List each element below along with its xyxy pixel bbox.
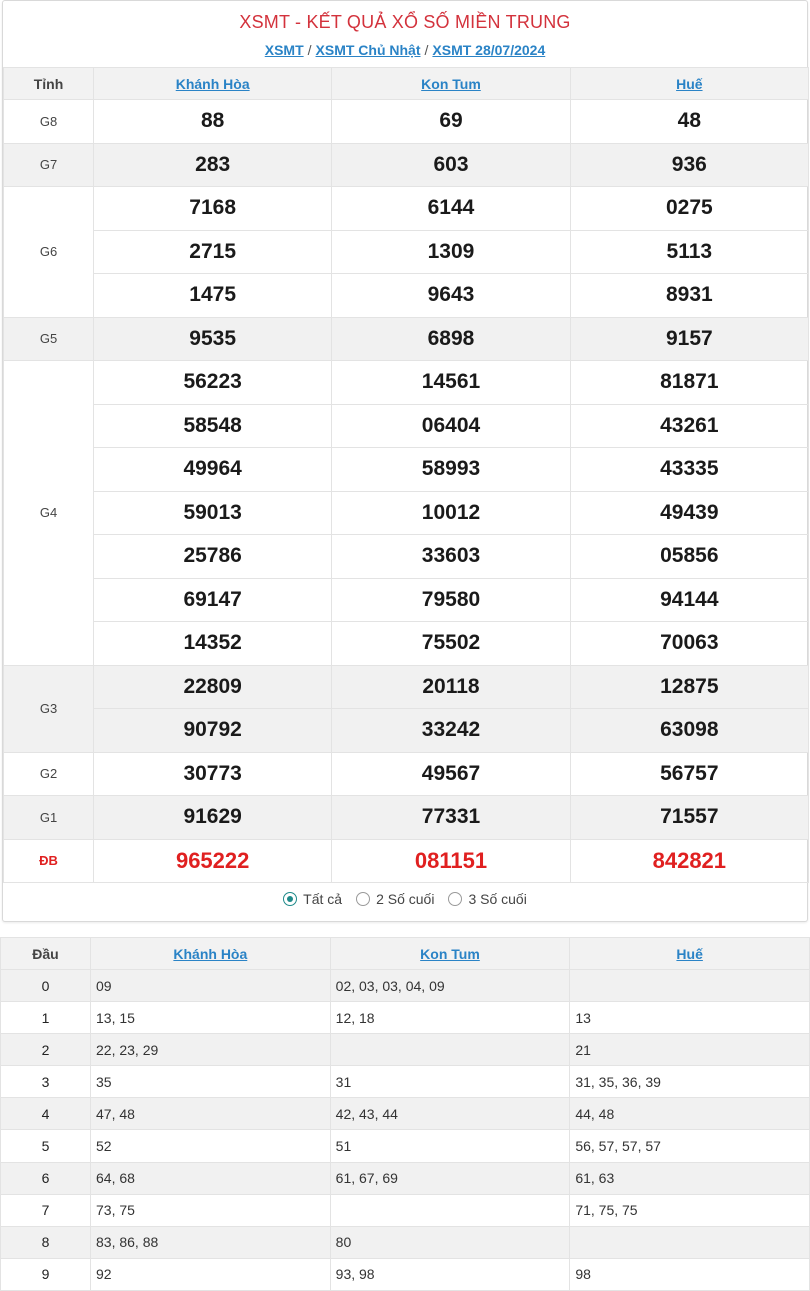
dau-row: [1, 970, 810, 1002]
dau-digit: 3: [1, 1066, 91, 1098]
dau-province-link-kon-tum[interactable]: Kon Tum: [420, 945, 480, 962]
dau-values: 35: [91, 1066, 331, 1098]
prize-number: 49439: [570, 491, 808, 535]
prize-number: 94144: [570, 578, 808, 622]
dau-digit: 9: [1, 1258, 91, 1290]
dau-digit: 7: [1, 1194, 91, 1226]
dau-values: 47, 48: [91, 1098, 331, 1130]
dau-values: 80: [330, 1226, 570, 1258]
breadcrumb: [3, 42, 807, 58]
prize-number: 0275: [570, 187, 808, 231]
dau-row: [1, 1034, 810, 1066]
prize-number: 603: [332, 143, 570, 187]
filter-option-label: Tất cả: [303, 891, 343, 907]
dau-digit: 6: [1, 1162, 91, 1194]
prize-row: [4, 448, 809, 492]
dau-values: 13, 15: [91, 1002, 331, 1034]
prize-number: 6898: [332, 317, 570, 361]
radio-icon[interactable]: [448, 892, 462, 906]
prize-row: [4, 796, 809, 840]
prize-number: 69: [332, 100, 570, 144]
prize-row: [4, 491, 809, 535]
prize-number: 88: [94, 100, 332, 144]
results-table: [3, 67, 809, 883]
dau-values: 44, 48: [570, 1098, 810, 1130]
breadcrumb-separator: /: [307, 42, 312, 58]
prize-row: [4, 100, 809, 144]
prize-label: G1: [4, 796, 94, 840]
prize-number: 56757: [570, 752, 808, 796]
prize-row: [4, 404, 809, 448]
special-prize-number: 842821: [570, 839, 808, 883]
prize-number: 14561: [332, 361, 570, 405]
radio-selected-icon[interactable]: [283, 892, 297, 906]
dau-values: [570, 970, 810, 1002]
province-link-kon-tum[interactable]: Kon Tum: [421, 75, 481, 92]
prize-number: 56223: [94, 361, 332, 405]
prize-row: [4, 839, 809, 883]
prize-number: 8931: [570, 274, 808, 318]
results-card: [2, 0, 808, 922]
prize-row: [4, 143, 809, 187]
prize-number: 91629: [94, 796, 332, 840]
dau-values: 51: [330, 1130, 570, 1162]
prize-number: 12875: [570, 665, 808, 709]
prize-label: G4: [4, 361, 94, 666]
dau-row: [1, 1162, 810, 1194]
prize-label: G7: [4, 143, 94, 187]
prize-row: [4, 187, 809, 231]
dau-values: [570, 1226, 810, 1258]
dau-values: 98: [570, 1258, 810, 1290]
prize-number: 71557: [570, 796, 808, 840]
prize-number: 49567: [332, 752, 570, 796]
column-header-dau: Đầu: [1, 938, 91, 970]
dau-values: 56, 57, 57, 57: [570, 1130, 810, 1162]
prize-number: 43335: [570, 448, 808, 492]
dau-row: [1, 1130, 810, 1162]
prize-number: 70063: [570, 622, 808, 666]
prize-row: [4, 622, 809, 666]
filter-option-2-digits[interactable]: [356, 891, 434, 907]
dau-values: 64, 68: [91, 1162, 331, 1194]
prize-number: 75502: [332, 622, 570, 666]
dau-digit: 8: [1, 1226, 91, 1258]
prize-number: 5113: [570, 230, 808, 274]
filter-option-label: 3 Số cuối: [468, 891, 527, 907]
dau-row: [1, 1098, 810, 1130]
dau-row: [1, 1258, 810, 1290]
dau-row: [1, 1066, 810, 1098]
special-prize-number: 965222: [94, 839, 332, 883]
dau-digit: 2: [1, 1034, 91, 1066]
prize-number: 6144: [332, 187, 570, 231]
results-header-row: [4, 68, 809, 100]
prize-number: 936: [570, 143, 808, 187]
filter-option-3-digits[interactable]: [448, 891, 526, 907]
breadcrumb-xsmt-chu-nhat[interactable]: XSMT Chủ Nhật: [315, 42, 421, 58]
prize-number: 25786: [94, 535, 332, 579]
prize-number: 30773: [94, 752, 332, 796]
prize-number: 1475: [94, 274, 332, 318]
prize-row: [4, 535, 809, 579]
dau-values: 61, 63: [570, 1162, 810, 1194]
breadcrumb-separator: /: [424, 42, 429, 58]
prize-number: 69147: [94, 578, 332, 622]
prize-number: 9157: [570, 317, 808, 361]
dau-row: [1, 1002, 810, 1034]
prize-number: 77331: [332, 796, 570, 840]
dau-values: 02, 03, 03, 04, 09: [330, 970, 570, 1002]
prize-label: G8: [4, 100, 94, 144]
prize-number: 7168: [94, 187, 332, 231]
dau-values: 71, 75, 75: [570, 1194, 810, 1226]
dau-values: 52: [91, 1130, 331, 1162]
prize-label: G2: [4, 752, 94, 796]
dau-row: [1, 1194, 810, 1226]
prize-row: [4, 274, 809, 318]
dau-row: [1, 1226, 810, 1258]
prize-number: 9535: [94, 317, 332, 361]
prize-number: 1309: [332, 230, 570, 274]
prize-row: [4, 317, 809, 361]
filter-option-all[interactable]: [283, 891, 342, 907]
prize-number: 10012: [332, 491, 570, 535]
dau-values: 13: [570, 1002, 810, 1034]
dau-values: 31, 35, 36, 39: [570, 1066, 810, 1098]
prize-row: [4, 752, 809, 796]
dau-values: [330, 1034, 570, 1066]
prize-number: 79580: [332, 578, 570, 622]
prize-number: 33603: [332, 535, 570, 579]
dau-values: 22, 23, 29: [91, 1034, 331, 1066]
prize-number: 20118: [332, 665, 570, 709]
prize-number: 59013: [94, 491, 332, 535]
column-header-province-label: Tỉnh: [4, 68, 94, 100]
prize-number: 283: [94, 143, 332, 187]
dau-values: 92: [91, 1258, 331, 1290]
prize-number: 06404: [332, 404, 570, 448]
prize-label: G6: [4, 187, 94, 318]
prize-label: G3: [4, 665, 94, 752]
prize-label: G5: [4, 317, 94, 361]
dau-table: [0, 937, 810, 1291]
dau-values: 21: [570, 1034, 810, 1066]
prize-number: 58993: [332, 448, 570, 492]
dau-values: 31: [330, 1066, 570, 1098]
prize-number: 63098: [570, 709, 808, 753]
dau-digit: 4: [1, 1098, 91, 1130]
breadcrumb-xsmt-date[interactable]: XSMT 28/07/2024: [432, 42, 546, 58]
prize-row: [4, 230, 809, 274]
prize-number: 2715: [94, 230, 332, 274]
prize-number: 14352: [94, 622, 332, 666]
dau-digit: 0: [1, 970, 91, 1002]
prize-row: [4, 361, 809, 405]
prize-number: 90792: [94, 709, 332, 753]
prize-number: 49964: [94, 448, 332, 492]
dau-values: 42, 43, 44: [330, 1098, 570, 1130]
dau-header-row: [1, 938, 810, 970]
digit-filter: [3, 891, 807, 907]
dau-values: 09: [91, 970, 331, 1002]
dau-province-link-khanh-hoa[interactable]: Khánh Hòa: [173, 945, 248, 962]
prize-row: [4, 665, 809, 709]
dau-values: 93, 98: [330, 1258, 570, 1290]
dau-values: 83, 86, 88: [91, 1226, 331, 1258]
dau-values: 12, 18: [330, 1002, 570, 1034]
prize-number: 81871: [570, 361, 808, 405]
dau-digit: 5: [1, 1130, 91, 1162]
prize-row: [4, 578, 809, 622]
prize-row: [4, 709, 809, 753]
prize-label: ĐB: [4, 839, 94, 883]
filter-option-label: 2 Số cuối: [376, 891, 435, 907]
dau-values: 61, 67, 69: [330, 1162, 570, 1194]
dau-digit: 1: [1, 1002, 91, 1034]
prize-number: 9643: [332, 274, 570, 318]
prize-number: 43261: [570, 404, 808, 448]
prize-number: 48: [570, 100, 808, 144]
dau-values: 73, 75: [91, 1194, 331, 1226]
prize-number: 05856: [570, 535, 808, 579]
breadcrumb-xsmt[interactable]: XSMT: [264, 42, 304, 58]
prize-number: 58548: [94, 404, 332, 448]
prize-number: 22809: [94, 665, 332, 709]
radio-icon[interactable]: [356, 892, 370, 906]
prize-number: 33242: [332, 709, 570, 753]
province-link-hue[interactable]: Huế: [676, 75, 703, 92]
province-link-khanh-hoa[interactable]: Khánh Hòa: [175, 75, 250, 92]
dau-province-link-hue[interactable]: Huế: [676, 945, 703, 962]
dau-values: [330, 1194, 570, 1226]
page-title: XSMT - KẾT QUẢ XỔ SỐ MIỀN TRUNG: [239, 12, 571, 32]
special-prize-number: 081151: [332, 839, 570, 883]
